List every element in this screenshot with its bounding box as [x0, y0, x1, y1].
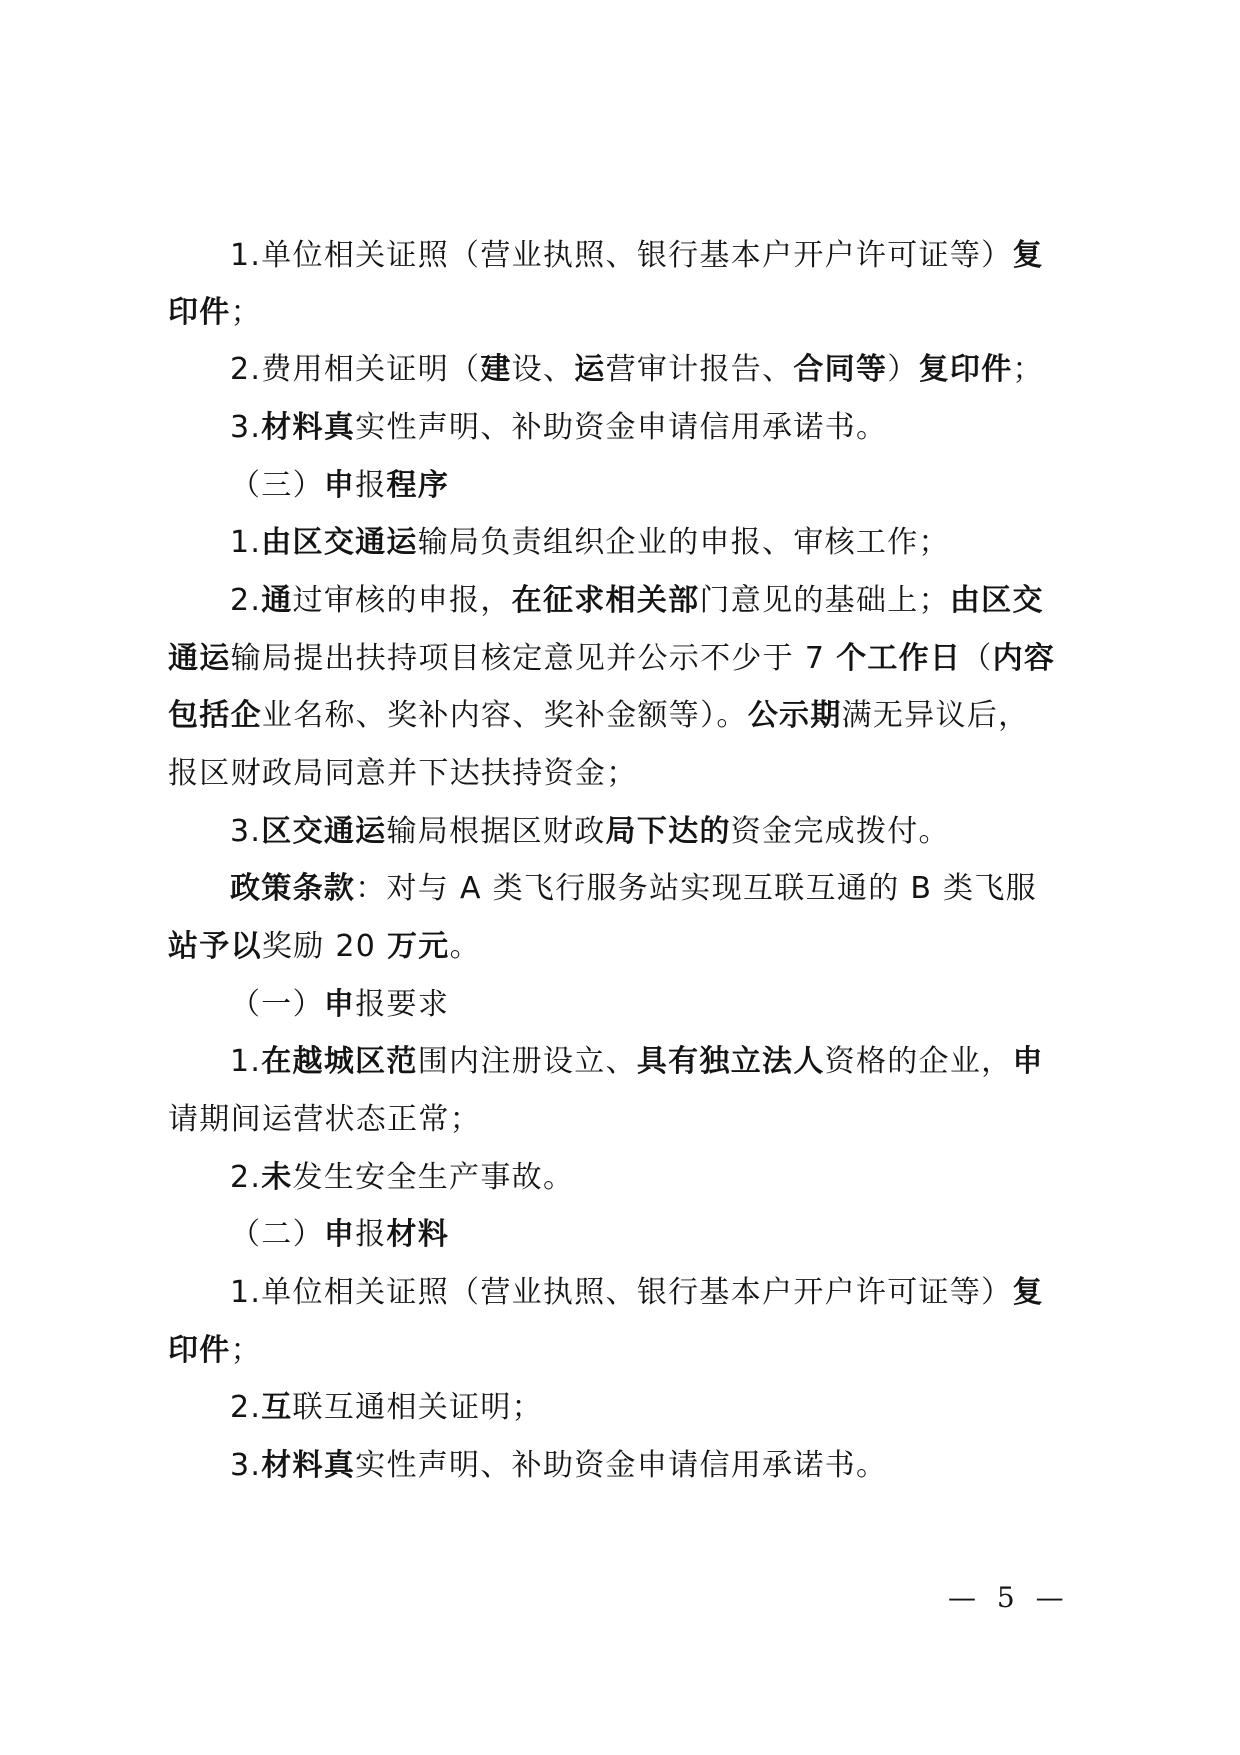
- paragraph-line-11: [230, 812, 950, 852]
- text-run: ；: [230, 295, 262, 330]
- text-run: 2.费用相关证明（: [230, 352, 481, 387]
- policy-clause-line-1: [230, 869, 1037, 909]
- text-run: 报区财政局同意并下达扶持资金；: [168, 756, 638, 791]
- text-run: 。: [449, 929, 481, 964]
- bold-text-run: 申: [323, 1217, 356, 1252]
- bold-text-run: 包括企: [168, 698, 262, 733]
- paragraph-line-4: [230, 408, 887, 448]
- text-run: 发生安全生产事故。: [292, 1160, 575, 1195]
- paragraph-line-9: [168, 696, 1029, 736]
- text-run: 资格的企业，: [824, 1044, 1013, 1079]
- page-number: — 5 —: [948, 1581, 1070, 1614]
- bold-text-run: 程序: [386, 468, 450, 503]
- bold-text-run: 由区交通运: [261, 525, 418, 560]
- text-run: 资金完成拨付。: [730, 814, 950, 849]
- bold-text-run: 通: [261, 583, 293, 618]
- bold-text-run: 复: [1012, 1275, 1044, 1310]
- bold-text-run: 政策条款: [230, 871, 356, 906]
- section-heading-2: [230, 1215, 449, 1255]
- text-run: ；: [230, 1333, 262, 1368]
- bold-text-run: 通运: [168, 641, 231, 676]
- text-run: 奖励 20: [261, 929, 387, 964]
- text-run: 实性声明、补助资金申请信用承诺书。: [355, 1448, 888, 1483]
- section-heading-1: [230, 985, 449, 1025]
- bold-text-run: 合同等: [793, 352, 888, 387]
- bold-text-run: 个工作日: [836, 641, 962, 676]
- paragraph-line-15: [230, 1042, 1044, 1082]
- paragraph-line-10: [168, 754, 638, 794]
- text-run: 过审核的申报，: [292, 583, 512, 618]
- text-run: 实性声明、补助资金申请信用承诺书。: [355, 410, 888, 445]
- text-run: 报: [355, 1217, 387, 1252]
- text-run: 1.单位相关证照（营业执照、银行基本户开户许可证等）: [230, 238, 1013, 273]
- bold-text-run: 在越城区范: [261, 1044, 418, 1079]
- bold-text-run: 内容: [992, 641, 1056, 676]
- text-run: 2.: [230, 583, 262, 618]
- bold-text-run: 申: [323, 987, 356, 1022]
- text-run: 2.: [230, 1160, 262, 1195]
- text-run: 报: [355, 468, 387, 503]
- paragraph-line-8: [168, 639, 1055, 679]
- text-run: （三）: [230, 468, 324, 503]
- text-run: 1.单位相关证照（营业执照、银行基本户开户许可证等）: [230, 1275, 1013, 1310]
- bold-text-run: 站予以: [168, 929, 262, 964]
- text-run: 输局提出扶持项目核定意见并公示不少于 7: [230, 641, 837, 676]
- bold-text-run: 区交通运: [261, 814, 387, 849]
- bold-text-run: 材料: [386, 1217, 450, 1252]
- text-run: （: [961, 641, 993, 676]
- text-run: ：对与 A 类飞行服务站实现互联互通的 B 类飞服: [355, 871, 1037, 906]
- bold-text-run: 万元: [386, 929, 450, 964]
- bold-text-run: 申: [323, 468, 356, 503]
- text-run: 3.: [230, 410, 262, 445]
- bold-text-run: 建: [480, 352, 512, 387]
- bold-text-run: 印件: [168, 1333, 231, 1368]
- bold-text-run: 复印件: [918, 352, 1013, 387]
- text-run: 报要求: [355, 987, 450, 1022]
- paragraph-line-16: [168, 1100, 481, 1140]
- text-run: 围内注册设立、: [417, 1044, 637, 1079]
- bold-text-run: 申: [1012, 1044, 1044, 1079]
- paragraph-line-17: [230, 1158, 574, 1198]
- bold-text-run: 未: [261, 1160, 293, 1195]
- bold-text-run: 运: [574, 352, 606, 387]
- bold-text-run: 材料真: [261, 1448, 356, 1483]
- text-run: 3.: [230, 814, 262, 849]
- text-run: 2.: [230, 1390, 262, 1425]
- text-run: ）: [887, 352, 919, 387]
- text-run: 输局负责组织企业的申报、审核工作；: [417, 525, 950, 560]
- paragraph-line-19: [230, 1273, 1044, 1313]
- policy-clause-line-2: [168, 927, 481, 967]
- paragraph-line-20: [168, 1331, 262, 1371]
- paragraph-line-21: [230, 1388, 543, 1428]
- text-run: 业名称、奖补内容、奖补金额等）。: [261, 698, 748, 733]
- bold-text-run: 印件: [168, 295, 231, 330]
- text-run: 门意见的基础上；: [699, 583, 950, 618]
- paragraph-line-22: [230, 1446, 887, 1486]
- paragraph-line-1: [230, 236, 1044, 276]
- bold-text-run: 在征求相关部: [511, 583, 700, 618]
- text-run: 1.: [230, 1044, 262, 1079]
- text-run: （一）: [230, 987, 324, 1022]
- paragraph-line-7: [230, 581, 1044, 621]
- bold-text-run: 材料真: [261, 410, 356, 445]
- bold-text-run: 局下达的: [605, 814, 731, 849]
- bold-text-run: 由区交: [949, 583, 1044, 618]
- text-run: 1.: [230, 525, 262, 560]
- text-run: 营审计报告、: [605, 352, 794, 387]
- section-heading-3: [230, 466, 449, 506]
- text-run: （二）: [230, 1217, 324, 1252]
- bold-text-run: 互: [261, 1390, 293, 1425]
- text-run: 满无异议后，: [841, 698, 1030, 733]
- bold-text-run: 公示期: [747, 698, 842, 733]
- paragraph-line-2: [168, 293, 262, 333]
- paragraph-line-3: [230, 350, 1044, 390]
- text-run: 联互通相关证明；: [292, 1390, 543, 1425]
- bold-text-run: 具有独立法人: [636, 1044, 825, 1079]
- text-run: 3.: [230, 1448, 262, 1483]
- text-run: 输局根据区财政: [386, 814, 606, 849]
- bold-text-run: 复: [1012, 238, 1044, 273]
- text-run: 设、: [511, 352, 575, 387]
- paragraph-line-6: [230, 523, 950, 563]
- text-run: ；: [1012, 352, 1044, 387]
- text-run: 请期间运营状态正常；: [168, 1102, 481, 1137]
